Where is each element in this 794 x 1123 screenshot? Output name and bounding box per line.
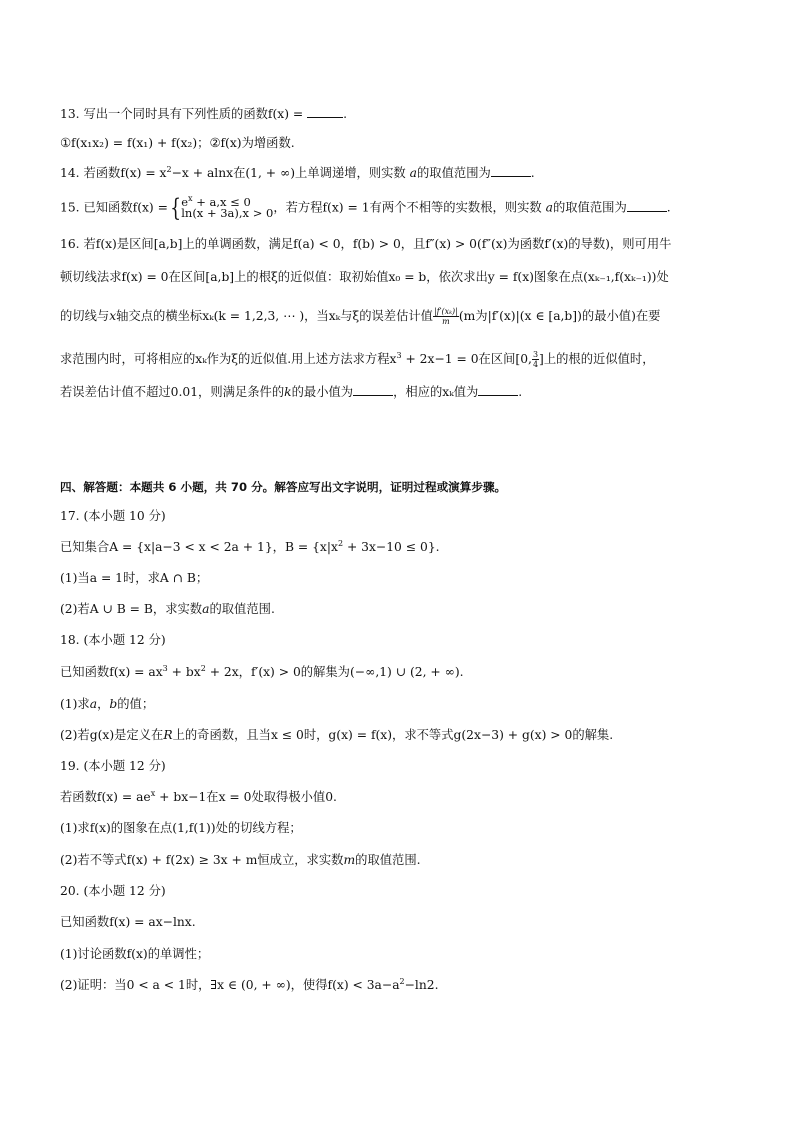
piecewise-brace: { bbox=[170, 194, 181, 222]
p16-l5end: . bbox=[518, 385, 523, 399]
q19-stem-sup: x bbox=[150, 788, 156, 798]
problem-15-end: . bbox=[666, 200, 671, 215]
q18-part1 bbox=[60, 696, 154, 712]
problem-16-line4 bbox=[60, 350, 655, 369]
q18-part1-post: 的值； bbox=[117, 697, 155, 711]
q18-stem-mid: + bx bbox=[167, 665, 201, 679]
problem-14-pre: 14. 若函数f(x) = x bbox=[60, 166, 167, 180]
interval-frac-num: 3 bbox=[532, 350, 539, 359]
q19-stem-post: + bx−1在x = 0处取得极小值0. bbox=[155, 790, 337, 804]
q18-stem bbox=[60, 664, 464, 680]
p16-l5c: ，相应的xₖ值为 bbox=[393, 385, 479, 399]
q19-stem bbox=[60, 789, 337, 805]
problem-14-var: a bbox=[409, 166, 417, 180]
q19-stem-pre: 若函数f(x) = ae bbox=[60, 790, 151, 804]
problem-13-text: 13. 写出一个同时具有下列性质的函数f(x) = bbox=[60, 107, 304, 121]
q17-part2-post: 的取值范围. bbox=[209, 602, 275, 616]
q17-stem-post: + 3x−10 ≤ 0}. bbox=[343, 540, 440, 554]
q17-part1: (1)当a = 1时，求A ∩ B； bbox=[60, 571, 209, 585]
q18-sup2: 2 bbox=[200, 663, 206, 673]
answer-blank-16b[interactable] bbox=[478, 384, 518, 396]
case1-post: + a,x ≤ 0 bbox=[192, 195, 251, 209]
p16-l5b: 的最小值为 bbox=[291, 385, 354, 399]
q20-part2-sup: 2 bbox=[399, 976, 405, 986]
problem-16-line1: 16. 若f(x)是区间[a,b]上的单调函数，满足f(a) < 0，f(b) > 0，且f″(x) > 0(f″(x)为函数f′(x)的导数)，则可用牛 bbox=[60, 237, 672, 251]
problem-15-mid: ，若方程f(x) = 1有两个不相等的实数根，则实数 bbox=[273, 200, 542, 215]
problem-13-stem bbox=[60, 106, 347, 122]
problem-15-var: a bbox=[545, 200, 553, 215]
q17-stem-pre: 已知集合A = {x|a−3 < x < 2a + 1}，B = {x|x bbox=[60, 540, 338, 554]
q17-part2 bbox=[60, 601, 275, 617]
q20-part2 bbox=[60, 977, 439, 993]
p16-l4b: + 2x−1 = 0在区间[0, bbox=[401, 352, 532, 366]
q18-part2-post: 上的奇函数，且当x ≤ 0时，g(x) = f(x)，求不等式g(2x−3) + g(x) > 0的解集. bbox=[172, 728, 614, 742]
problem-14-stem bbox=[60, 165, 535, 181]
p16-l5k: k bbox=[284, 385, 292, 399]
q18-part2 bbox=[60, 727, 613, 743]
problem-15-pre: 15. 已知函数f(x) = bbox=[60, 200, 168, 215]
q18-part1-a: a bbox=[89, 697, 98, 711]
case1-sup: x bbox=[188, 194, 193, 204]
q17-part2-pre: (2)若A ∪ B = B，求实数 bbox=[60, 602, 203, 616]
q18-title: 18. (本小题 12 分) bbox=[60, 633, 166, 647]
problem-14-sup: 2 bbox=[166, 164, 172, 174]
q17-stem bbox=[60, 539, 440, 555]
problem-16-line3 bbox=[60, 307, 660, 326]
problem-16-line5 bbox=[60, 384, 522, 400]
q19-part1: (1)求f(x)的图象在点(1,f(1))处的切线方程； bbox=[60, 821, 302, 835]
problem-13-end: . bbox=[343, 107, 348, 121]
q18-stem-pre: 已知函数f(x) = ax bbox=[60, 665, 163, 679]
piecewise-cases bbox=[181, 194, 274, 220]
p16-l3a: 的切线与 bbox=[60, 309, 110, 323]
case1-pre: e bbox=[181, 195, 189, 209]
q18-sup1: 3 bbox=[162, 663, 168, 673]
q19-part2-post: 的取值范围. bbox=[355, 853, 421, 867]
q20-part1: (1)讨论函数f(x)的单调性； bbox=[60, 947, 210, 961]
q18-stem-post: + 2x，f′(x) > 0的解集为(−∞,1) ∪ (2, + ∞). bbox=[205, 665, 464, 679]
problem-14-end: . bbox=[530, 166, 535, 180]
p16-l3b: 轴交点的横坐标xₖ(k = 1,2,3, ⋯ )，当xₖ与ξ的误差估计值 bbox=[116, 309, 433, 323]
problem-15-stem bbox=[60, 196, 671, 220]
error-estimate-fraction bbox=[433, 307, 459, 326]
problem-16-line2: 顿切线法求f(x) = 0在区间[a,b]上的根ξ的近似值：取初始值x₀ = b，依次求出y = f(x)图象在点(xₖ₋₁,f(xₖ₋₁))处 bbox=[60, 270, 669, 284]
p16-l3c: (m为|f′(x)|(x ∈ [a,b])的最小值)在要 bbox=[458, 309, 661, 323]
q18-part1-pre: (1)求 bbox=[60, 697, 90, 711]
problem-14-post: 的取值范围为 bbox=[417, 166, 491, 180]
q17-title: 17. (本小题 10 分) bbox=[60, 509, 166, 523]
case2: ln(x + 3a),x > 0 bbox=[181, 206, 274, 220]
frac-den: m bbox=[442, 317, 450, 326]
frac-num: |f′(xₖ)| bbox=[433, 307, 458, 316]
q17-stem-sup: 2 bbox=[337, 538, 344, 548]
problem-13-conditions: ①f(x₁x₂) = f(x₁) + f(x₂)；②f(x)为增函数. bbox=[60, 136, 295, 150]
problem-14-mid: −x + alnx在(1, + ∞)上单调递增，则实数 bbox=[171, 166, 406, 180]
q20-title: 20. (本小题 12 分) bbox=[60, 884, 166, 898]
q17-part2-var: a bbox=[202, 602, 210, 616]
section-4-heading: 四、解答题：本题共 6 小题，共 70 分。解答应写出文字说明，证明过程或演算步骤。 bbox=[60, 480, 507, 494]
interval-fraction bbox=[532, 350, 539, 369]
q18-part2-R: R bbox=[163, 728, 173, 742]
interval-frac-den: 4 bbox=[532, 360, 539, 369]
answer-blank-14[interactable] bbox=[491, 165, 531, 177]
p16-l4sup: 3 bbox=[396, 350, 402, 360]
p16-l3x: x bbox=[109, 309, 117, 323]
q18-part1-b: b bbox=[109, 697, 118, 711]
q20-part2-pre: (2)证明：当0 < a < 1时，∃x ∈ (0, + ∞)，使得f(x) < 3a−a bbox=[60, 978, 400, 992]
problem-15-post: 的取值范围为 bbox=[552, 200, 627, 215]
answer-blank-15[interactable] bbox=[627, 200, 667, 212]
p16-l4a: 求范围内时，可将相应的xₖ作为ξ的近似值.用上述方法求方程x bbox=[60, 352, 397, 366]
q18-part1-sep: ， bbox=[97, 697, 110, 711]
q18-part2-pre: (2)若g(x)是定义在 bbox=[60, 728, 164, 742]
answer-blank-16a[interactable] bbox=[353, 384, 393, 396]
q20-part2-post: −ln2. bbox=[404, 978, 439, 992]
q19-part2-var: m bbox=[343, 853, 356, 867]
q19-part2-pre: (2)若不等式f(x) + f(2x) ≥ 3x + m恒成立，求实数 bbox=[60, 853, 344, 867]
p16-l4c: ]上的根的近似值时， bbox=[539, 352, 655, 366]
answer-blank-13[interactable] bbox=[307, 106, 343, 118]
p16-l5a: 若误差估计值不超过0.01，则满足条件的 bbox=[60, 385, 285, 399]
q20-stem: 已知函数f(x) = ax−lnx. bbox=[60, 915, 196, 929]
q19-title: 19. (本小题 12 分) bbox=[60, 759, 166, 773]
q19-part2 bbox=[60, 852, 421, 868]
